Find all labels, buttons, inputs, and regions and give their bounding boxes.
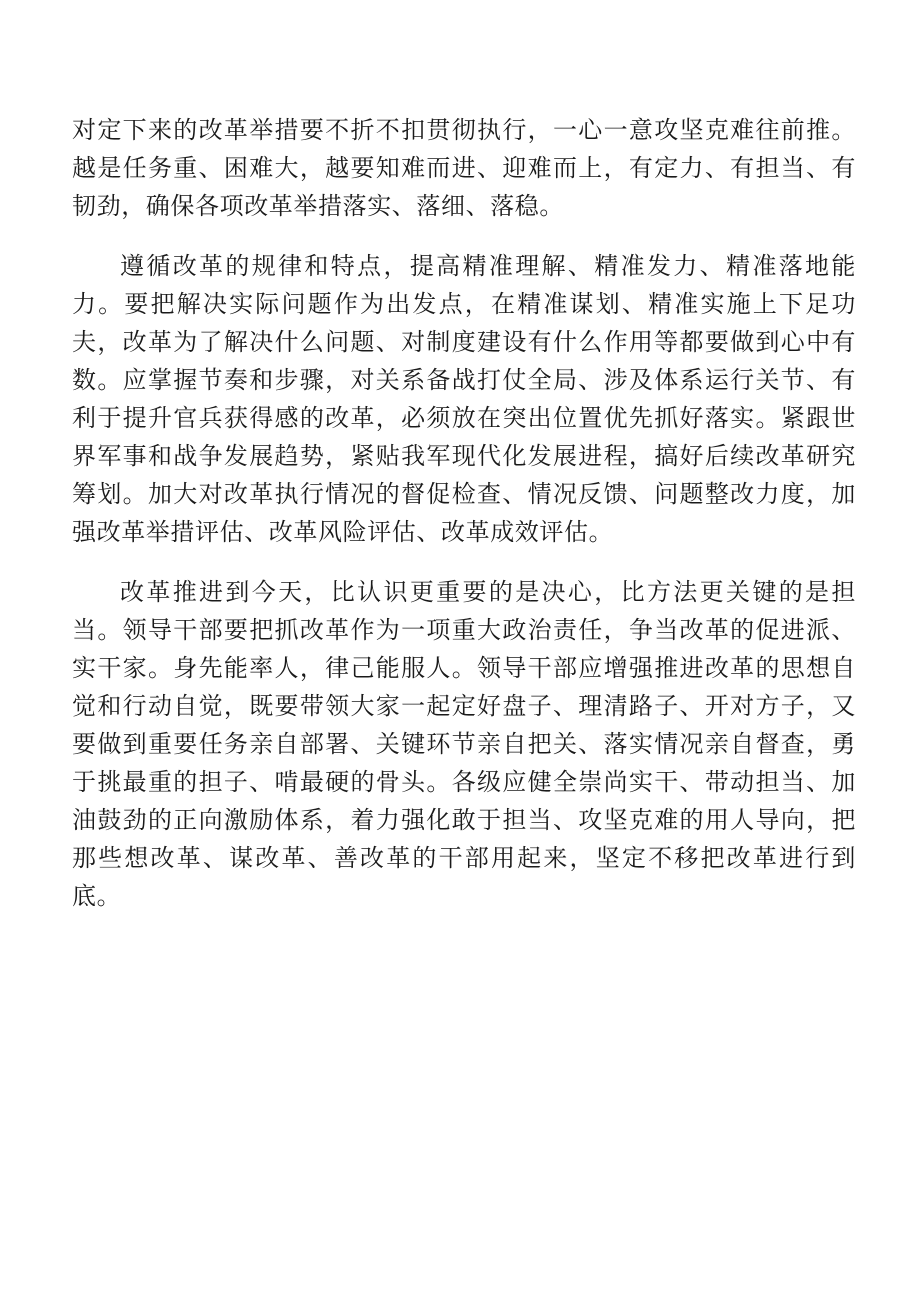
document-body [72, 111, 856, 915]
paragraph-2: 遵循改革的规律和特点，提高精准理解、精准发力、精准落地能力。要把解决实际问题作为出发点，在精准谋划、精准实施上下足功夫，改革为了解决什么问题、对制度建设有什么作用等都要做到心中有数。应掌握节奏和步骤，对关系备战打仗全局、涉及体系运行关节、有利于提升官兵获得感的改革，必须放在突出位置优先抓好落实。紧跟世界军事和战争发展趋势，紧贴我军现代化发展进程，搞好后续改革研究筹划。加大对改革执行情况的督促检查、情况反馈、问题整改力度，加强改革举措评估、改革风险评估、改革成效评估。 [72, 252, 856, 546]
paragraph-1: 对定下来的改革举措要不折不扣贯彻执行，一心一意攻坚克难往前推。越是任务重、困难大，越要知难而进、迎难而上，有定力、有担当、有韧劲，确保各项改革举措落实、落细、落稳。 [72, 116, 856, 220]
paragraph-3: 改革推进到今天，比认识更重要的是决心，比方法更关键的是担当。领导干部要把抓改革作为一项重大政治责任，争当改革的促进派、实干家。身先能率人，律己能服人。领导干部应增强推进改革的思想自觉和行动自觉，既要带领大家一起定好盘子、理清路子、开对方子，又要做到重要任务亲自部署、关键环节亲自把关、落实情况亲自督查，勇于挑最重的担子、啃最硬的骨头。各级应健全崇尚实干、带动担当、加油鼓劲的正向激励体系，着力强化敢于担当、攻坚克难的用人导向，把那些想改革、谋改革、善改革的干部用起来，坚定不移把改革进行到底。 [72, 578, 856, 910]
